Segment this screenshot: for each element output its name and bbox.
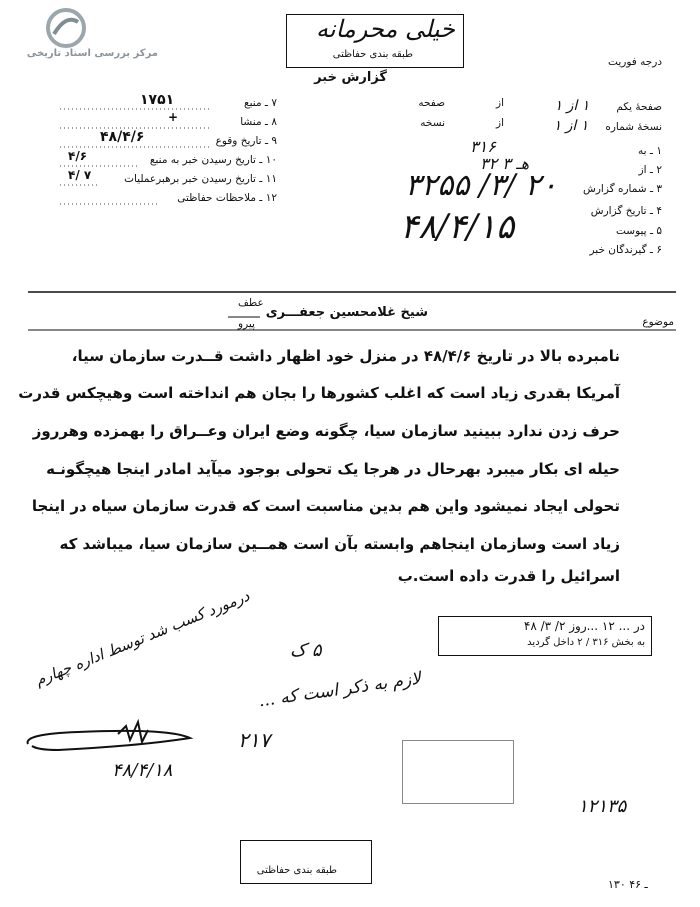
field-from-label: ۲ ـ از bbox=[638, 164, 662, 176]
priority-label: درجه فوریت bbox=[608, 56, 662, 68]
number-ref: ۱۲۱۳۵ bbox=[578, 796, 627, 817]
page-code: ۱۳۰ ـ ۴۶ bbox=[608, 878, 648, 891]
subject-value: شیخ غلامحسین جعفـــری bbox=[265, 305, 428, 320]
note-mid: لازم به ذکر است که ... bbox=[257, 668, 423, 712]
footer-stamp-printed: طبقه بندی حفاظتی bbox=[256, 865, 337, 876]
field-occurrence-date-label: ۹ ـ تاریخ وقوع bbox=[215, 135, 277, 147]
body-line: نامبرده بالا در تاریخ ۴۸/۴/۶ در منزل خود اظهار داشت قــدرت سازمان سیا، bbox=[71, 347, 620, 365]
field-source-received-label: ۱۰ ـ تاریخ رسیدن خبر به منبع bbox=[149, 154, 277, 166]
classification-stamp bbox=[286, 14, 464, 68]
field-leader-received-value: ۴/ ۷ bbox=[68, 168, 92, 182]
field-source-value: ۱۷۵۱ bbox=[140, 92, 175, 108]
field-copy: نسخهٔ شماره ۱ از ۱ bbox=[553, 118, 662, 134]
report-title: گزارش خبر bbox=[314, 70, 387, 85]
inbox-stamp-line1: در ... ۱۲ ...روز ۲/ ۳/ ۴۸ bbox=[523, 619, 645, 633]
note-right: درمورد کسب شد توسط اداره چهارم bbox=[32, 586, 252, 690]
body-line: تحولی ایجاد نمیشود واین هم بدین مناسبت است که قدرت سازمان سیاه در اینجا bbox=[31, 497, 620, 515]
field-occurrence-date-value: ۴۸/۴/۶ bbox=[100, 129, 145, 145]
faint-box bbox=[402, 740, 514, 804]
inbox-stamp bbox=[438, 616, 652, 656]
note-top: ۵ ک bbox=[290, 640, 322, 661]
body-line: حیله ای بکار میبرد بهرحال در هرجا یک تحولی بوجود میآید امادر اینجا هیچگونـه bbox=[46, 460, 620, 478]
classification-printed: طبقه بندی حفاظتی bbox=[332, 49, 413, 60]
field-to-label: ۱ ـ به bbox=[638, 145, 662, 157]
inbox-stamp-line2: به بخش ۳۱۶ / ۲ داخل گردید bbox=[527, 637, 645, 648]
body-line: حرف زدن ندارد ببینید سازمان سیا، چگونه وضع ایران وعــراق را بهمزده وهرروز bbox=[32, 422, 620, 440]
field-report-date-label: ۴ ـ تاریخ گزارش bbox=[590, 205, 662, 217]
field-security-notes-label: ۱۲ ـ ملاحظات حفاظتی bbox=[177, 192, 277, 204]
field-report-date-value: ۴۸/۴/۱۵ bbox=[400, 207, 515, 247]
field-source-received-value: ۴/۶ bbox=[68, 149, 88, 163]
field-origin-value: + bbox=[168, 110, 179, 124]
body-line: زیاد است وسازمان اینجاهم وابسته بآن است همــین سازمان سیا، میباشد که bbox=[59, 535, 620, 553]
field-to-value: ۳۱۶ bbox=[470, 137, 496, 156]
field-attachment-label: ۵ ـ پیوست bbox=[615, 225, 662, 237]
body-line: اسرائیل را قدرت داده است.ب bbox=[397, 567, 620, 585]
field-report-number-label: ۳ ـ شماره گزارش bbox=[583, 183, 662, 195]
field-page: صفحهٔ یکم ۱ از ۱ bbox=[554, 98, 662, 114]
archive-logo-caption: مرکز بررسی اسناد تاریخی bbox=[26, 48, 158, 59]
subject-label: موضوع bbox=[642, 316, 674, 328]
ref-atf-label: عطف bbox=[238, 297, 264, 309]
field-report-number-value: ۳۲۵۵ /۳/ ۲۰ bbox=[405, 168, 558, 203]
classification-handwritten: خیلی محرمانه bbox=[316, 15, 455, 43]
field-origin-label: ۸ ـ منشا bbox=[240, 116, 277, 128]
field-source-label: ۷ ـ منبع bbox=[244, 97, 277, 109]
field-leader-received-label: ۱۱ ـ تاریخ رسیدن خبر برهبرعملیات bbox=[124, 173, 277, 185]
signature-date: ۴۸/۴/۱۸ bbox=[112, 760, 173, 781]
footer-stamp bbox=[240, 840, 372, 884]
field-recipients-label: ۶ ـ گیرندگان خبر bbox=[589, 244, 662, 256]
body-line: آمریکا بقدری زیاد است که اغلب کشورها را بجان هم انداخته است وهیچکس قدرت bbox=[18, 384, 620, 402]
ref-peyro-label: پیرو bbox=[238, 318, 255, 330]
field-from-value: ۳۲ هـ ۳ bbox=[480, 154, 530, 173]
number-217: ۲۱۷ bbox=[238, 728, 271, 752]
archive-logo bbox=[8, 8, 158, 60]
archive-logo-icon bbox=[46, 8, 86, 48]
